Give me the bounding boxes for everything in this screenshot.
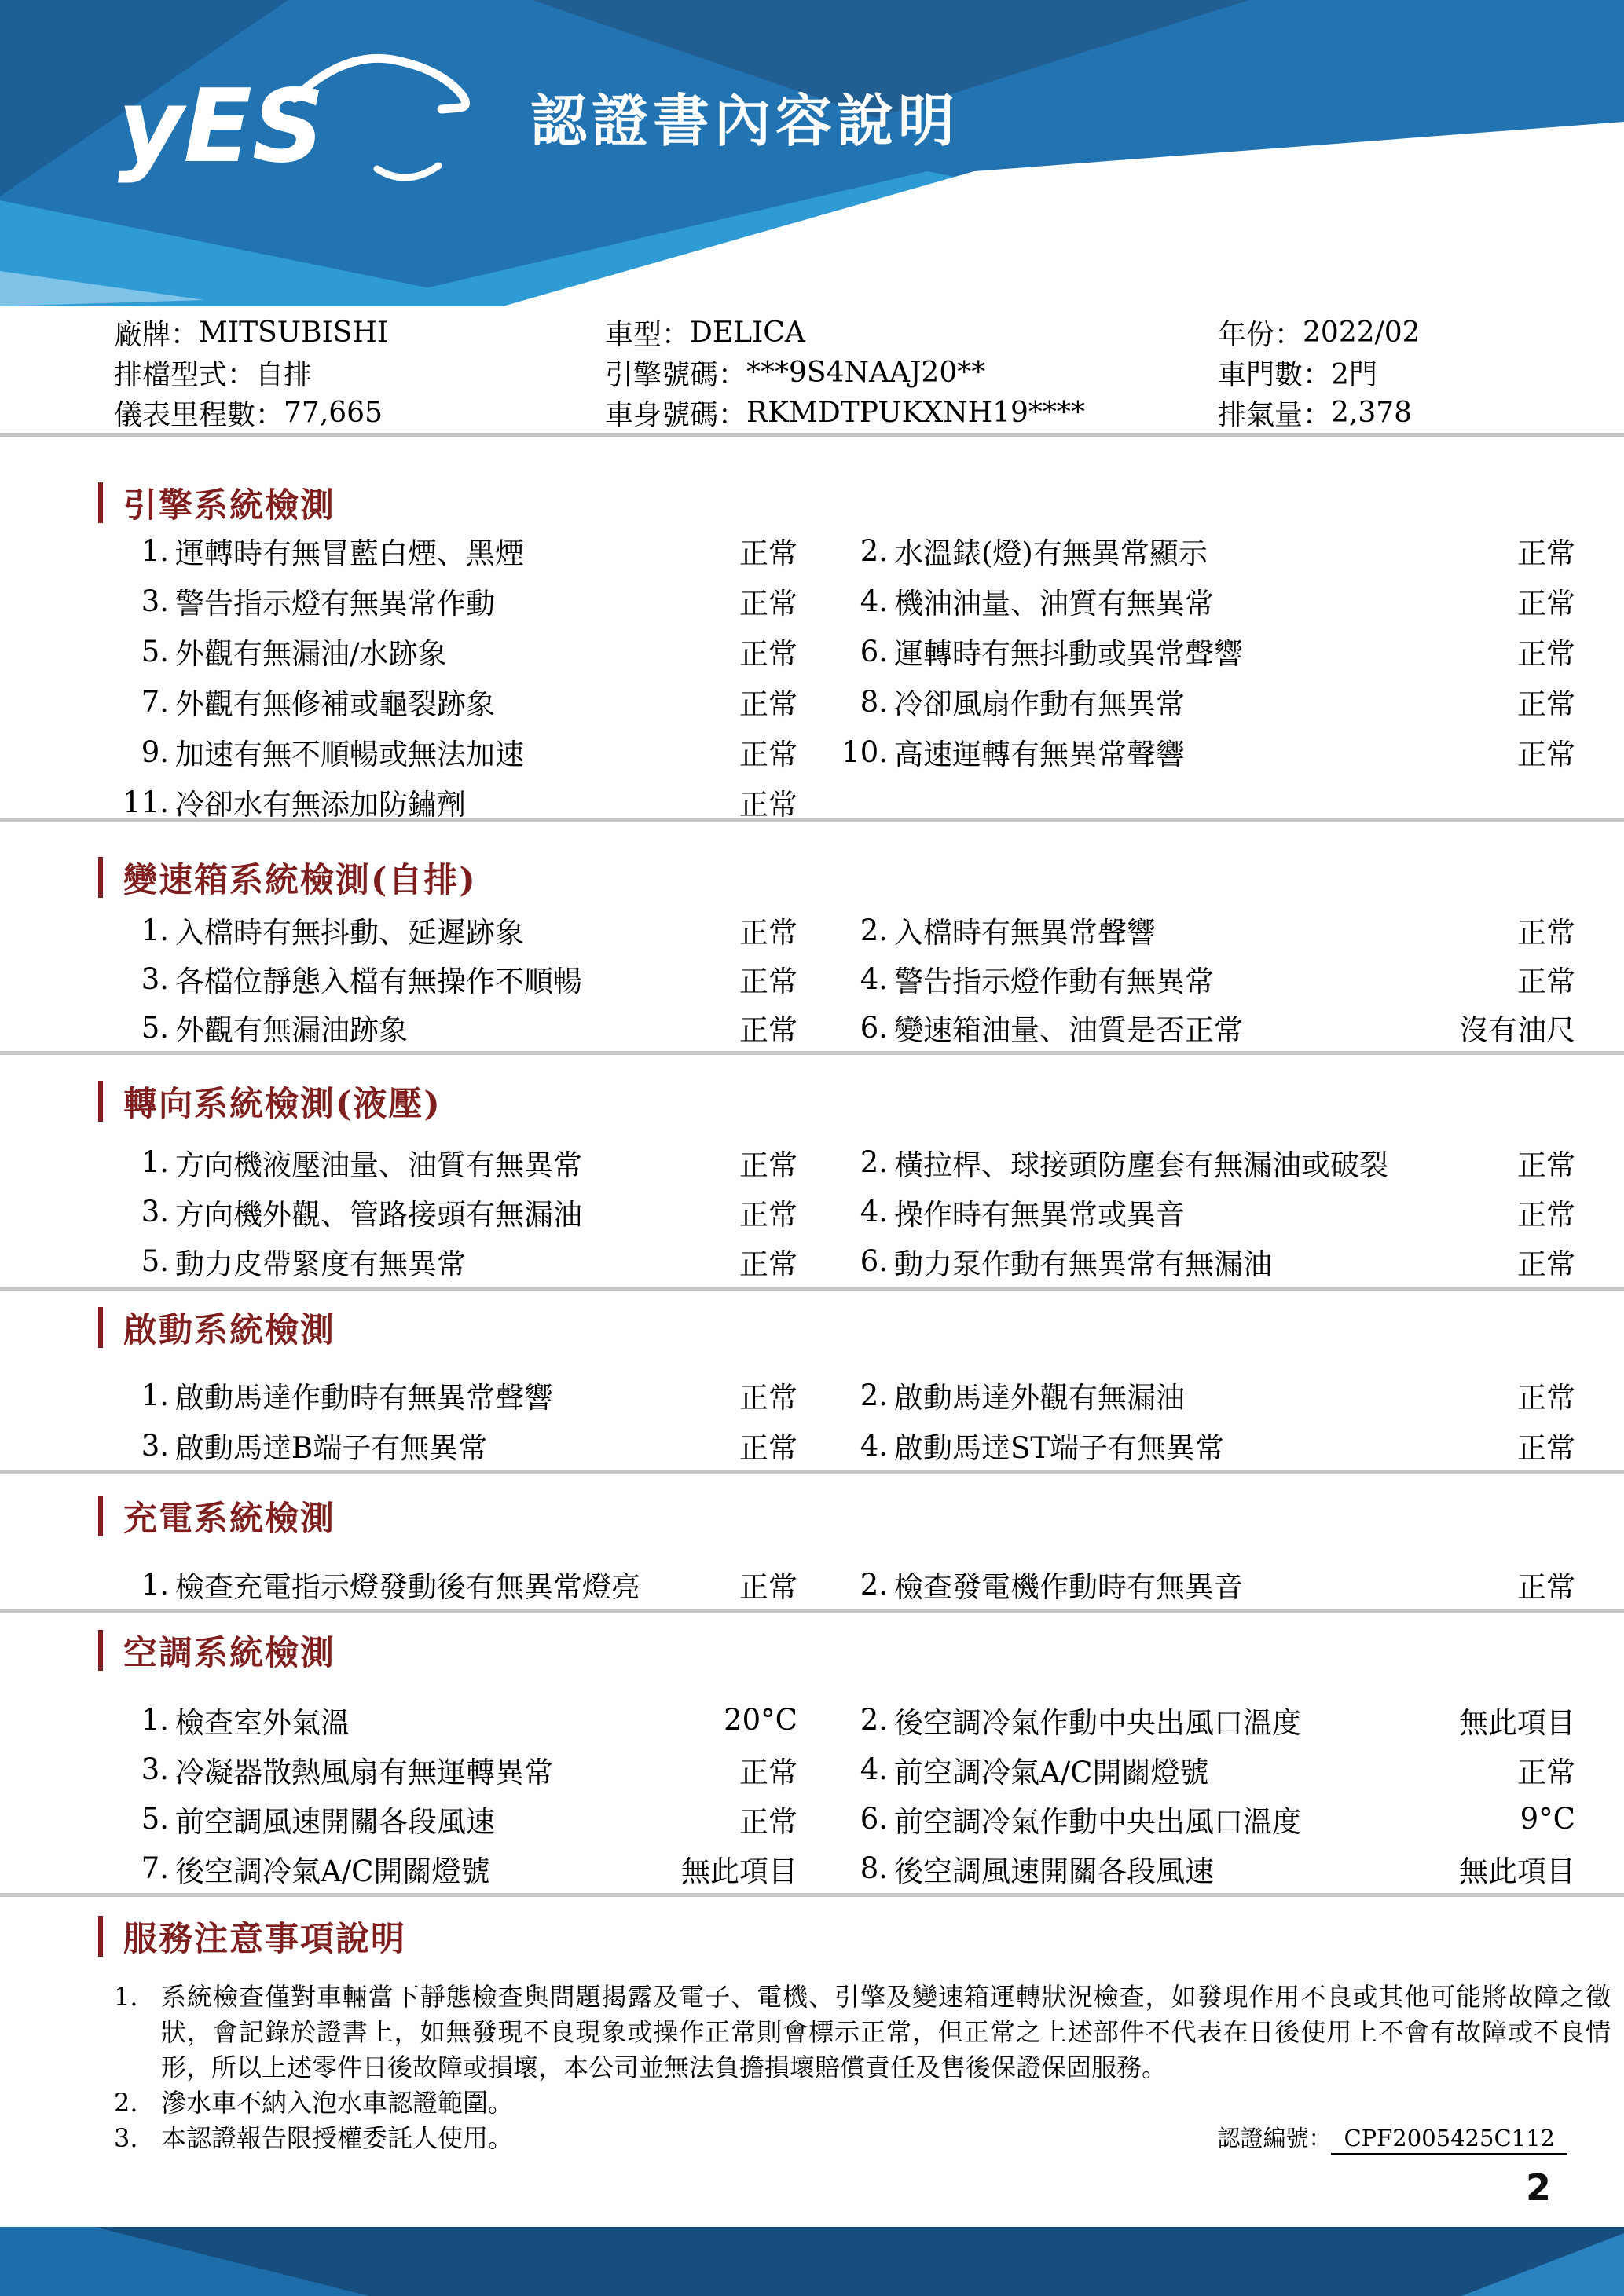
- inspection-item: [114, 1006, 797, 1049]
- item-label: 動力泵作動有無異常有無漏油: [894, 1247, 1272, 1281]
- item-label: 後空調風速開關各段風速: [894, 1854, 1214, 1888]
- item-label: 啟動馬達B端子有無異常: [175, 1431, 488, 1465]
- cert-number-value: CPF2005425C112: [1331, 2125, 1567, 2155]
- info-field-value: 2,378: [1331, 397, 1413, 429]
- item-number: 3.: [141, 961, 169, 996]
- note-text: 滲水車不納入泡水車認證範圍。: [161, 2088, 514, 2118]
- item-number: 2.: [860, 1567, 888, 1602]
- note-number: 1.: [114, 1982, 138, 2012]
- item-status: 正常: [739, 1381, 797, 1415]
- item-status: 正常: [739, 1247, 797, 1281]
- page-title: 認證書內容說明: [530, 87, 960, 154]
- header-content: [118, 43, 959, 189]
- item-status: 正常: [1517, 637, 1575, 671]
- info-field: [1218, 393, 1583, 433]
- item-number: 7.: [141, 1851, 169, 1885]
- info-field-label: 排氣量：: [1218, 399, 1332, 431]
- inspection-row: [114, 1745, 1587, 1794]
- section-title: 空調系統檢測: [123, 1633, 335, 1673]
- item-status: 正常: [1517, 916, 1575, 950]
- inspection-item: [833, 529, 1575, 572]
- item-label: 方向機液壓油量、油質有無異常: [175, 1148, 582, 1182]
- item-label: 各檔位靜態入檔有無操作不順暢: [175, 965, 582, 998]
- inspection-section-heading: [98, 1079, 442, 1123]
- item-label: 外觀有無漏油跡象: [175, 1013, 408, 1047]
- item-status: 正常: [739, 637, 797, 671]
- inspection-row: [114, 1844, 1587, 1893]
- inspection-item: [114, 731, 797, 773]
- inspection-row: [114, 676, 1587, 727]
- inspection-row: [114, 727, 1587, 777]
- item-number: 3.: [141, 1428, 169, 1463]
- item-number: 6.: [860, 634, 888, 668]
- item-number: 11.: [123, 785, 169, 819]
- heading-bar: [98, 857, 103, 898]
- inspection-section-heading: [98, 1494, 335, 1538]
- info-field-label: 年份：: [1218, 319, 1303, 351]
- info-field-value: 77,665: [284, 397, 383, 429]
- item-label: 操作時有無異常或異音: [894, 1197, 1185, 1232]
- header-banner: [0, 0, 1624, 306]
- inspection-item: [114, 909, 797, 951]
- item-number: 6.: [860, 1244, 888, 1278]
- inspection-item: [114, 958, 797, 1000]
- item-number: 10.: [841, 734, 888, 769]
- inspection-item: [114, 580, 797, 622]
- item-label: 動力皮帶緊度有無異常: [175, 1247, 466, 1281]
- item-status: 正常: [1517, 587, 1575, 621]
- item-status: 正常: [739, 1431, 797, 1465]
- item-label: 檢查室外氣溫: [175, 1705, 350, 1740]
- inspection-section-heading: [98, 1305, 335, 1349]
- item-status: 正常: [1517, 687, 1575, 721]
- info-field-label: 廠牌：: [114, 319, 200, 351]
- inspection-item: [833, 1563, 1575, 1606]
- inspection-section-heading: [98, 481, 335, 525]
- item-status: 正常: [1517, 1431, 1575, 1465]
- inspection-row: [114, 1137, 1587, 1187]
- item-number: 3.: [141, 1752, 169, 1786]
- inspection-row: [114, 626, 1587, 676]
- item-label: 方向機外觀、管路接頭有無漏油: [175, 1197, 582, 1232]
- item-number: 4.: [860, 961, 888, 996]
- item-status: 9°C: [1520, 1802, 1575, 1836]
- item-status: 正常: [739, 687, 797, 721]
- inspection-row: [114, 1420, 1587, 1470]
- item-label: 水溫錶(燈)有無異常顯示: [894, 536, 1208, 570]
- item-label: 機油油量、油質有無異常: [894, 587, 1214, 621]
- inspection-section-heading: [98, 855, 477, 899]
- item-status: 正常: [739, 587, 797, 621]
- item-number: 5.: [141, 1010, 169, 1045]
- inspection-row: [114, 1370, 1587, 1420]
- inspection-item: [833, 680, 1575, 723]
- item-label: 啟動馬達外觀有無漏油: [894, 1381, 1185, 1415]
- item-status: 正常: [1517, 1755, 1575, 1789]
- info-field-value: 自排: [255, 359, 313, 391]
- info-field-label: 車身號碼：: [605, 399, 747, 431]
- item-status: 正常: [1517, 536, 1575, 570]
- inspection-item: [114, 1563, 797, 1606]
- footer-banner: [0, 2227, 1624, 2296]
- section-separator: [0, 1470, 1624, 1474]
- item-label: 前空調冷氣A/C開關燈號: [894, 1755, 1209, 1789]
- info-field: [114, 313, 605, 353]
- note-item: [114, 1979, 1611, 2085]
- inspection-item: [833, 1006, 1575, 1049]
- heading-bar: [98, 1916, 103, 1957]
- inspection-item: [833, 731, 1575, 773]
- vehicle-info-grid: [114, 313, 1583, 433]
- heading-bar: [98, 1630, 103, 1671]
- inspection-rows: [114, 906, 1587, 1052]
- item-status: 正常: [739, 1755, 797, 1789]
- item-label: 冷卻水有無添加防鏽劑: [175, 788, 466, 822]
- note-number: 2.: [114, 2088, 138, 2118]
- item-status: 正常: [1517, 1148, 1575, 1182]
- info-field-value: RKMDTPUKXNH19****: [746, 397, 1085, 429]
- info-field-value: 2門: [1331, 359, 1377, 391]
- item-status: 正常: [739, 738, 797, 771]
- item-number: 4.: [860, 1195, 888, 1229]
- item-number: 5.: [141, 634, 169, 668]
- cert-number-label: 認證編號：: [1217, 2125, 1332, 2151]
- inspection-row: [114, 1003, 1587, 1052]
- item-number: 1.: [141, 533, 169, 568]
- cert-number-line: [1217, 2121, 1567, 2153]
- item-label: 橫拉桿、球接頭防塵套有無漏油或破裂: [894, 1148, 1388, 1182]
- info-field-value: ***9S4NAAJ20**: [746, 357, 986, 389]
- inspection-rows: [114, 1559, 1587, 1609]
- inspection-row: [114, 777, 1587, 827]
- section-separator: [0, 1287, 1624, 1291]
- inspection-item: [114, 529, 797, 572]
- info-field: [1218, 353, 1583, 393]
- notes-section-heading: [98, 1914, 406, 1958]
- inspection-rows: [114, 1137, 1587, 1286]
- item-label: 啟動馬達ST端子有無異常: [894, 1431, 1225, 1465]
- item-status: 正常: [739, 1148, 797, 1182]
- inspection-item: [833, 1798, 1575, 1840]
- section-title: 變速箱系統檢測(自排): [123, 860, 477, 900]
- info-field-label: 引擎號碼：: [605, 359, 747, 391]
- inspection-row: [114, 525, 1587, 576]
- item-number: 2.: [860, 1378, 888, 1412]
- info-field-label: 車型：: [605, 319, 691, 351]
- item-number: 2.: [860, 533, 888, 568]
- item-status: 無此項目: [1459, 1705, 1575, 1740]
- inspection-item: [833, 1424, 1575, 1467]
- inspection-item: [114, 630, 797, 672]
- note-number: 3.: [114, 2123, 138, 2153]
- item-status: 無此項目: [681, 1854, 797, 1888]
- page-number: 2: [1526, 2166, 1552, 2209]
- item-number: 6.: [860, 1802, 888, 1836]
- inspection-row: [114, 1187, 1587, 1236]
- item-status: 正常: [739, 965, 797, 998]
- item-number: 8.: [860, 1851, 888, 1885]
- info-field-label: 排檔型式：: [114, 359, 256, 391]
- inspection-item: [833, 958, 1575, 1000]
- item-number: 1.: [141, 913, 169, 947]
- item-number: 3.: [141, 584, 169, 618]
- inspection-item: [833, 1240, 1575, 1283]
- item-label: 檢查發電機作動時有無異音: [894, 1570, 1243, 1604]
- item-status: 正常: [739, 788, 797, 822]
- item-label: 外觀有無漏油/水跡象: [175, 637, 447, 671]
- item-label: 後空調冷氣作動中央出風口溫度: [894, 1705, 1301, 1740]
- inspection-item: [114, 1847, 797, 1890]
- inspection-item: [114, 1699, 797, 1741]
- item-number: 1.: [141, 1378, 169, 1412]
- item-status: 正常: [1517, 1570, 1575, 1604]
- section-title: 啟動系統檢測: [123, 1310, 335, 1350]
- info-field: [605, 313, 1218, 353]
- heading-bar: [98, 1081, 103, 1122]
- item-label: 外觀有無修補或龜裂跡象: [175, 687, 495, 721]
- item-label: 檢查充電指示燈發動後有無異常燈亮: [175, 1570, 640, 1604]
- item-status: 沒有油尺: [1459, 1013, 1575, 1047]
- inspection-item: [114, 1374, 797, 1416]
- inspection-item: [114, 680, 797, 723]
- heading-bar: [98, 1496, 103, 1536]
- item-label: 入檔時有無異常聲響: [894, 916, 1156, 950]
- inspection-item: [833, 1847, 1575, 1890]
- item-status: 正常: [739, 1570, 797, 1604]
- info-field-label: 車門數：: [1218, 359, 1332, 391]
- note-text: 本認證報告限授權委託人使用。: [161, 2123, 514, 2153]
- inspection-item: [833, 1699, 1575, 1741]
- item-number: 5.: [141, 1244, 169, 1278]
- inspection-row: [114, 1794, 1587, 1844]
- inspection-row: [114, 954, 1587, 1003]
- section-title: 服務注意事項說明: [123, 1919, 406, 1959]
- footer-graphic: [0, 2227, 1624, 2296]
- item-number: 1.: [141, 1567, 169, 1602]
- item-status: 正常: [1517, 1247, 1575, 1281]
- inspection-item: [833, 1374, 1575, 1416]
- inspection-row: [114, 1559, 1587, 1609]
- note-item: [114, 2085, 1611, 2121]
- item-number: 7.: [141, 684, 169, 719]
- item-label: 冷卻風扇作動有無異常: [894, 687, 1185, 721]
- item-number: 1.: [141, 1703, 169, 1737]
- inspection-row: [114, 906, 1587, 954]
- inspection-item: [833, 630, 1575, 672]
- item-status: 正常: [739, 916, 797, 950]
- inspection-item: [833, 909, 1575, 951]
- item-label: 運轉時有無抖動或異常聲響: [894, 637, 1243, 671]
- item-status: 正常: [1517, 1197, 1575, 1232]
- section-title: 引擎系統檢測: [123, 485, 335, 525]
- inspection-item: [833, 1749, 1575, 1791]
- inspection-item: [833, 1141, 1575, 1184]
- note-text: 系統檢查僅對車輛當下靜態檢查與問題揭露及電子、電機、引擎及變速箱運轉狀況檢查，如發現作用不良或其他可能將故障之徵狀，會記錄於證書上，如無發現不良現象或操作正常則會標示正常，但正常之上述部件不代表在日後使用上不會有故障或不良情形，所以上述零件日後故障或損壞，本公司並無法負擔損壞賠償責任及售後保證保固服務。: [161, 1982, 1611, 2082]
- item-status: 正常: [1517, 965, 1575, 998]
- inspection-item: [114, 1141, 797, 1184]
- info-field-value: DELICA: [690, 317, 805, 349]
- item-number: 5.: [141, 1802, 169, 1836]
- inspection-item: [114, 1191, 797, 1233]
- info-field-value: MITSUBISHI: [199, 317, 389, 349]
- section-separator: [0, 1609, 1624, 1613]
- item-label: 後空調冷氣A/C開關燈號: [175, 1854, 490, 1888]
- item-number: 6.: [860, 1010, 888, 1045]
- item-number: 2.: [860, 913, 888, 947]
- item-status: 正常: [739, 1804, 797, 1839]
- heading-bar: [98, 1307, 103, 1348]
- heading-bar: [98, 482, 103, 523]
- item-status: 正常: [739, 536, 797, 570]
- item-number: 3.: [141, 1195, 169, 1229]
- item-number: 4.: [860, 1428, 888, 1463]
- item-label: 前空調風速開關各段風速: [175, 1804, 495, 1839]
- item-label: 加速有無不順暢或無法加速: [175, 738, 524, 771]
- item-status: 正常: [739, 1197, 797, 1232]
- item-status: 無此項目: [1459, 1854, 1575, 1888]
- item-number: 4.: [860, 584, 888, 618]
- yes-logo-text: yES: [118, 68, 325, 185]
- item-number: 2.: [860, 1703, 888, 1737]
- item-status: 正常: [1517, 738, 1575, 771]
- info-field: [605, 393, 1218, 433]
- item-label: 冷凝器散熱風扇有無運轉異常: [175, 1755, 553, 1789]
- inspection-rows: [114, 1695, 1587, 1893]
- item-label: 變速箱油量、油質是否正常: [894, 1013, 1243, 1047]
- item-status: 20°C: [724, 1703, 797, 1737]
- section-separator: [0, 433, 1624, 437]
- inspection-rows: [114, 525, 1587, 827]
- item-number: 8.: [860, 684, 888, 719]
- inspection-row: [114, 1695, 1587, 1745]
- inspection-item: [833, 1191, 1575, 1233]
- item-number: 2.: [860, 1145, 888, 1179]
- item-label: 啟動馬達作動時有無異常聲響: [175, 1381, 553, 1415]
- inspection-item: [833, 580, 1575, 622]
- item-label: 警告指示燈有無異常作動: [175, 587, 495, 621]
- item-status: 正常: [1517, 1381, 1575, 1415]
- info-field: [605, 353, 1218, 393]
- item-status: 正常: [739, 1013, 797, 1047]
- item-label: 入檔時有無抖動、延遲跡象: [175, 916, 524, 950]
- inspection-section-heading: [98, 1628, 335, 1672]
- inspection-item: [114, 1240, 797, 1283]
- section-separator: [0, 1893, 1624, 1897]
- inspection-row: [114, 576, 1587, 626]
- car-swoosh-icon: [377, 166, 438, 178]
- inspection-row: [114, 1236, 1587, 1286]
- item-label: 高速運轉有無異常聲響: [894, 738, 1185, 771]
- item-label: 警告指示燈作動有無異常: [894, 965, 1214, 998]
- item-number: 1.: [141, 1145, 169, 1179]
- item-number: 4.: [860, 1752, 888, 1786]
- inspection-rows: [114, 1370, 1587, 1470]
- info-field-label: 儀表里程數：: [114, 399, 284, 431]
- info-field: [114, 353, 605, 393]
- yes-logo: [118, 43, 487, 189]
- inspection-item: [114, 1798, 797, 1840]
- info-field-value: 2022/02: [1303, 317, 1421, 349]
- inspection-item: [114, 1749, 797, 1791]
- item-number: 9.: [141, 734, 169, 769]
- inspection-item: [114, 781, 797, 823]
- info-field: [114, 393, 605, 433]
- section-title: 充電系統檢測: [123, 1499, 335, 1539]
- inspection-item: [114, 1424, 797, 1467]
- item-label: 前空調冷氣作動中央出風口溫度: [894, 1804, 1301, 1839]
- info-field: [1218, 313, 1583, 353]
- item-label: 運轉時有無冒藍白煙、黑煙: [175, 536, 524, 570]
- section-title: 轉向系統檢測(液壓): [123, 1084, 442, 1124]
